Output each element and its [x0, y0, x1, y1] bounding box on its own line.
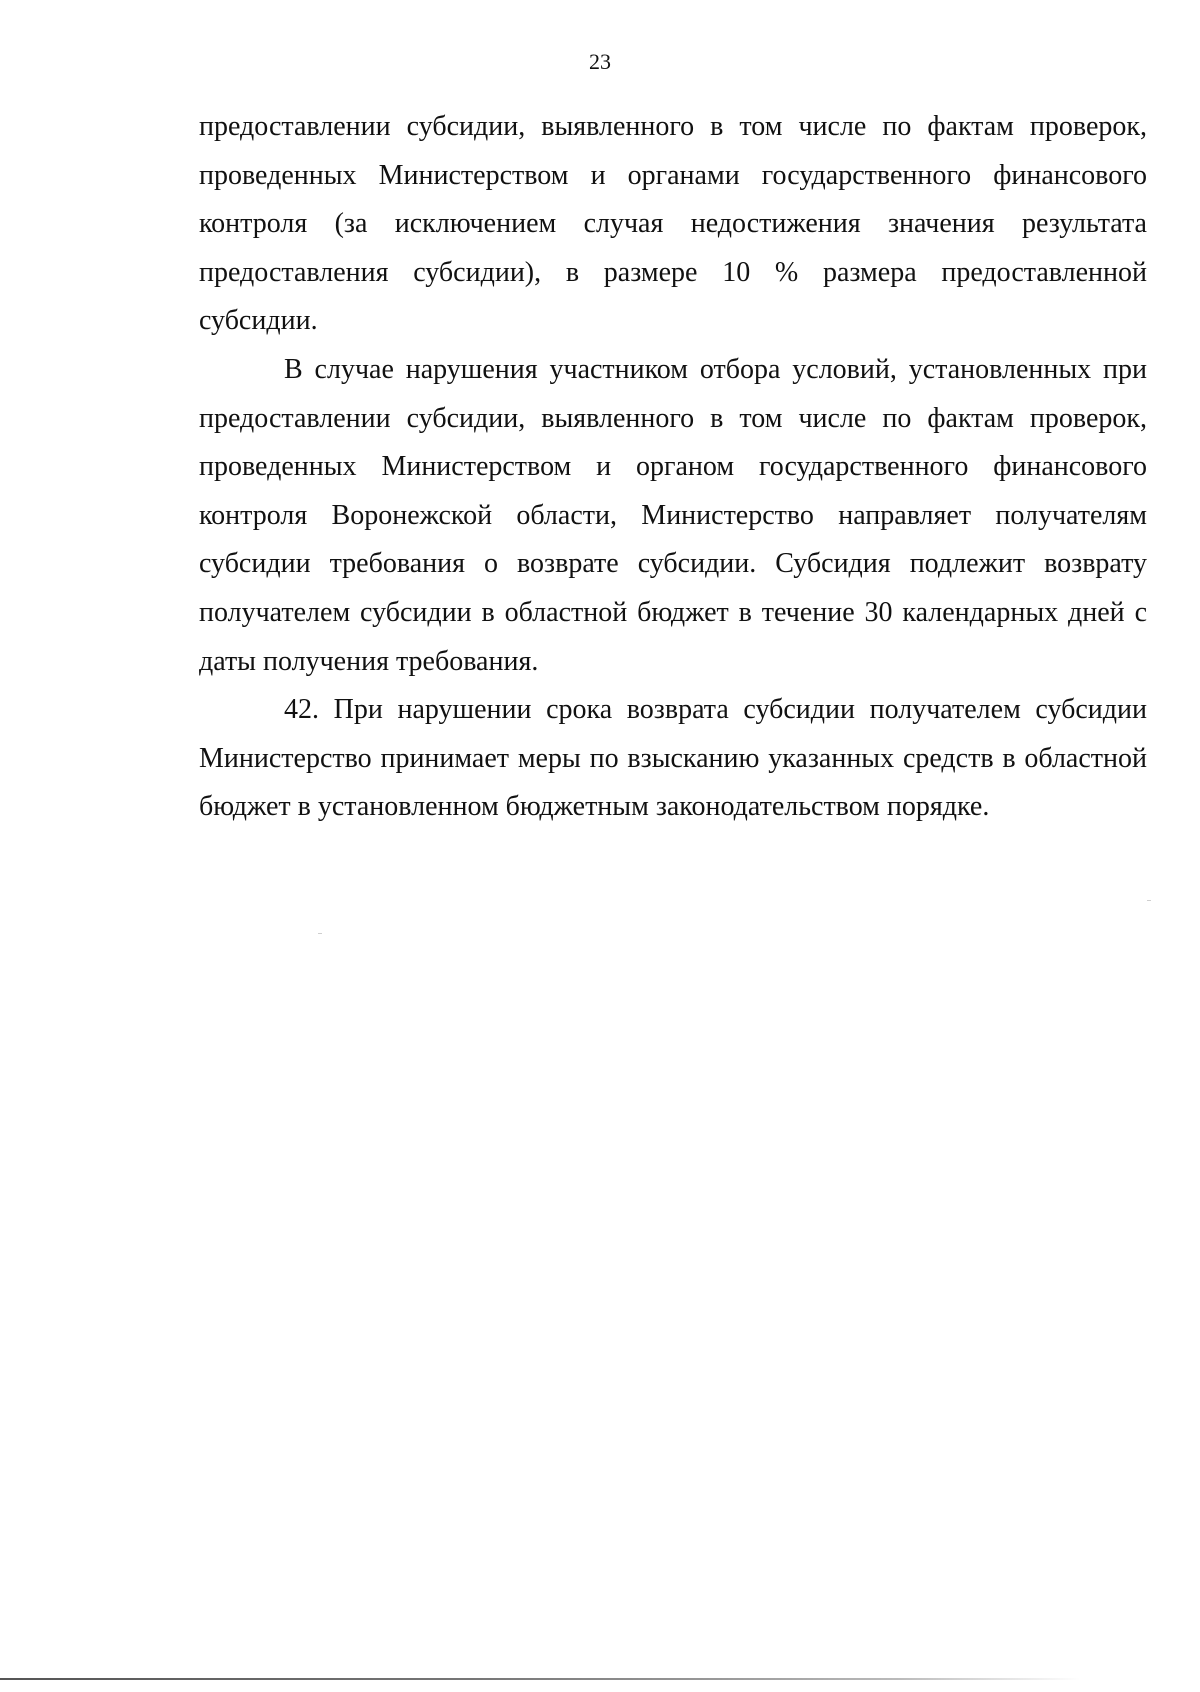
paragraph-42-return-deadline: 42. При нарушении срока возврата субсидии получателем субсидии Министерство принимает меры по взысканию указанных средств в областной бюджет в установленном бюджетным законодательством порядке. [199, 694, 1147, 823]
paragraph-continuation: предоставлении субсидии, выявленного в том числе по фактам проверок, проведенных Министерством и органами государственного финансового контроля (за исключением случая недостижения значения результата предоставления субсидии), в размере 10 % размера предоставленной субсидии. [199, 111, 1147, 337]
paragraph-violation-conditions: В случае нарушения участником отбора условий, установленных при предоставлении субсидии, выявленного в том числе по фактам проверок, проведенных Министерством и органом государственного финансового контроля Воронежской области, Министерство направляет получателям субсидии требования о возврате субсидии. Субсидия подлежит возврату получателем субсидии в областной бюджет в течение 30 календарных дней с даты получения требования. [199, 353, 1147, 677]
scan-speck [318, 933, 322, 934]
scan-speck [1147, 900, 1151, 901]
scan-bottom-edge [0, 1678, 1200, 1680]
page-number: 23 [589, 49, 611, 74]
document-body [199, 103, 1147, 832]
